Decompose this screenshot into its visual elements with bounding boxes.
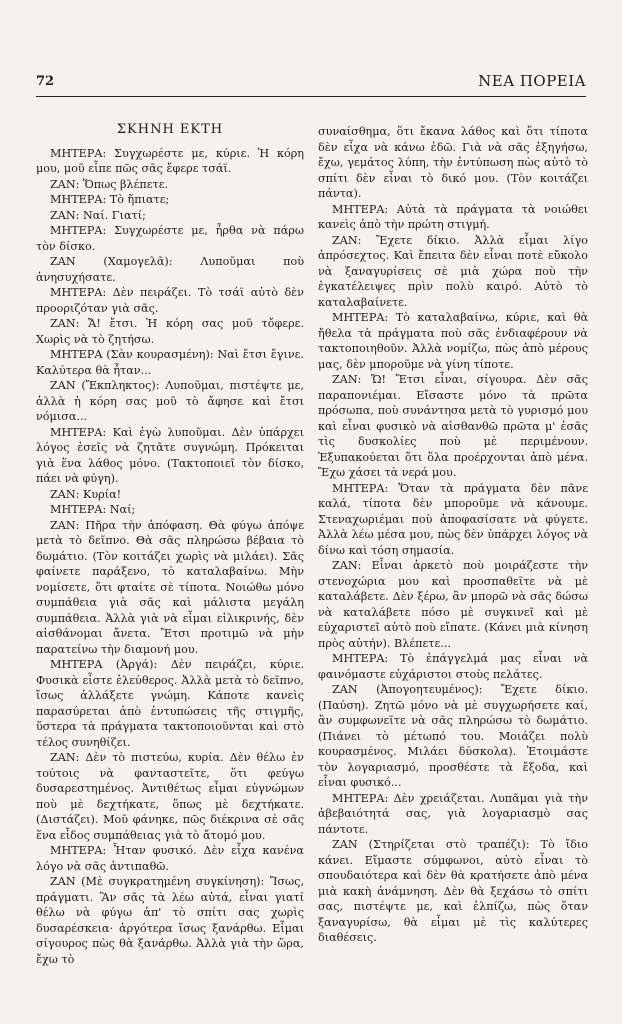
paragraph: ΖΑΝ: Ὤ! Ἔτσι εἶναι, σίγουρα. Δὲν σᾶς παραπονιέμαι. Εἴσαστε μόνο τὰ πρῶτα πρόσωπα, ποὺ συνάντησα μετὰ τὸ γυρισμό μου καὶ εἶναι φυσικὸ νὰ αἰσθανθῶ πρῶτα μ' ἐσᾶς τὶς δυσκολίες ποὺ μὲ περιμένουν. Ἐξυπακούεται ὅτι ὅλα προέρχονται ἀπὸ μένα. Ἔχω χάσει τὰ νερά μου. xyxy=(318,373,588,479)
paragraph: ΜΗΤΕΡΑ: Ἦταν φυσικό. Δὲν εἶχα κανένα λόγο νὰ σᾶς ἀντιπαθῶ. xyxy=(36,844,304,873)
paragraph: ΖΑΝ: Κυρία! xyxy=(50,487,122,501)
scene-title: ΣΚΗΝΗ ΕΚΤΗ xyxy=(116,122,224,137)
paragraph: ΖΑΝ: Ἔχετε δίκιο. Ἀλλὰ εἶμαι λίγο ἀπρόσεχτος. Καὶ ἔπειτα δὲν εἶναι ποτὲ εὔκολο νὰ ξαναγυρίσεις σὲ μιὰ χώρα ποὺ τὴν ἐγκατέλειψες πρὶν πολὺ καιρό. Αὐτὸ τὸ καταλαβαίνετε. xyxy=(318,233,588,309)
paragraph: ΜΗΤΕΡΑ: Ναί; xyxy=(50,503,136,516)
paragraph: ΜΗΤΕΡΑ: Συγχωρέστε με, κύριε. Ἡ κόρη μου, μοῦ εἶπε πῶς σᾶς ἔφερε τσάϊ. xyxy=(36,146,304,175)
paragraph: ΖΑΝ (Μὲ συγκρατημένη συγκίνηση): Ἴσως, πράγματι. Ἂν σᾶς τὰ λέω αὐτά, εἶναι γιατί θέλω νὰ φύγω ἀπ' τὸ σπίτι σας χωρὶς δυσαρέσκεια· ἀργότερα ἴσως ξανάρθω. Εἶμαι σίγουρος πὼς θὰ ξανάρθω. Ἀλλὰ γιὰ τὴν ὥρα, ἔχω τὸ xyxy=(36,875,304,966)
page-header xyxy=(36,72,586,97)
paragraph: ΖΑΝ: Εἶναι ἀρκετὸ ποὺ μοιράζεστε τὴν στενοχώρια μου καὶ προσπαθεῖτε νὰ μὲ καταλάβετε. Δὲν ξέρω, ἂν μπορῶ νὰ σᾶς δώσω νὰ καταλάβετε πόσο μὲ συγκινεῖ καὶ μὲ εὐχαριστεῖ αὐτὸ ποὺ εἴπατε. (Κάνει μιὰ κίνηση πρὸς αὐτήν). Βλέπετε... xyxy=(318,559,588,650)
paragraph: ΜΗΤΕΡΑ: Συγχωρέστε με, ἦρθα νὰ πάρω τὸν δίσκο. xyxy=(36,224,304,253)
paragraph: ΜΗΤΕΡΑ: Τὸ ἐπάγγελμά μας εἶναι νὰ φαινόμαστε εὐχάριστοι στοὺς πελάτες. xyxy=(318,652,588,681)
paragraph: ΜΗΤΕΡΑ: Δὲν πειράζει. Τὸ τσάϊ αὐτὸ δὲν προοριζόταν γιὰ σᾶς. xyxy=(36,286,304,315)
paragraph: ΜΗΤΕΡΑ: Δὲν χρειάζεται. Λυπᾶμαι γιὰ τὴν ἀβεβαιότητά σας, γιὰ λογαριασμὸ σας πάντοτε. xyxy=(318,791,588,836)
paragraph: ΜΗΤΕΡΑ: Ὅταν τὰ πράγματα δὲν πᾶνε καλά, τίποτα δὲν μποροῦμε νὰ κάνουμε. Στεναχωριέμαι ποὺ ἀποφασίσατε νὰ φύγετε. Ἀλλὰ λέω μέσα μου, πὼς δὲν ὑπάρχει λόγος νὰ δίνω καὶ τόση σημασία. xyxy=(318,481,588,557)
paragraph: ΖΑΝ (Ἀπογοητευμένος): Ἔχετε δίκιο. (Παύση). Ζητῶ μόνο νὰ μὲ συγχωρήσετε καί, ἂν συμφωνεῖτε νὰ σᾶς πληρώσω τὸ δωμάτιο. (Πιάνει τὸ μέτωπό του. Μοιάζει πολὺ κουρασμένος. Μιλάει δύσκολα). Ἑτοιμάστε τὸν λογαριασμό, προσθέστε τὰ ἔξοδα, καὶ εἶναι φυσικό... xyxy=(318,683,588,789)
page-number: 72 xyxy=(36,74,55,89)
paragraph-continued: συναίσθημα, ὅτι ἔκανα λάθος καὶ ὅτι τίποτα δὲν εἶχα νὰ κάνω ἐδῶ. Γιὰ νὰ σᾶς ἐξηγήσω, ἔχω, γεμάτος λύπη, τὴν ἐντύπωση πὼς αὐτὸ τὸ σπίτι δὲν εἶναι τὸ δικό μου. (Τὸν κοιτάζει πάντα). xyxy=(318,125,588,200)
paragraph: ΜΗΤΕΡΑ: Αὐτὰ τὰ πράγματα τὰ νοιώθει κανεὶς ἀπὸ τὴν πρώτη στιγμή. xyxy=(318,202,588,231)
paragraph: ΜΗΤΕΡΑ: Τὸ ἤπιατε; xyxy=(50,193,170,206)
paragraph: ΖΑΝ: Ὅπως βλέπετε. xyxy=(50,177,169,191)
paragraph: ΖΑΝ (Ἔκπληκτος): Λυποῦμαι, πιστέψτε με, ἀλλὰ ἡ κόρη σας μοῦ τὸ ἄφησε καὶ ἔτσι νόμισα... xyxy=(36,379,304,423)
journal-title: ΝΕΑ ΠΟΡΕΙΑ xyxy=(478,72,586,90)
paragraph: ΖΑΝ: Πῆρα τὴν ἀπόφαση. Θὰ φύγω ἀπόψε μετὰ τὸ δεῖπνο. Θὰ σᾶς πληρώσω βέβαια τὸ δωμάτιο. (Τὸν κοιτάζει χωρὶς νὰ μιλάει). Σᾶς φαίνετε παράξενο, τὸ καταλαβαίνω. Μὴν νομίσετε, ὅτι φταίτε σὲ τίποτα. Νοιώθω μόνο συμπάθεια γιὰ σᾶς καὶ μάλιστα μεγάλη συμπάθεια. Ἀλλὰ γιὰ νὰ εἶμαι εἰλικρινής, δὲν αἰσθάνομαι ἄνετα. Ἔτσι προτιμῶ νὰ μὴν παρατείνω τὴν διαμονή μου. xyxy=(36,518,304,656)
left-column-text xyxy=(36,146,304,968)
paragraph: ΖΑΝ: Ἄ! ἔτσι. Ἡ κόρη σας μοῦ τὄφερε. Χωρὶς νὰ τὸ ζητήσω. xyxy=(36,317,304,346)
right-column xyxy=(318,124,588,946)
paragraph: ΜΗΤΕΡΑ: Τὸ καταλαβαίνω, κύριε, καὶ θὰ ἤθελα τὰ πράγματα ποὺ σᾶς ἐνδιαφέρουν νὰ τακτοποιηθοῦν. Ἀλλὰ νομίζω, πὼς ἀπὸ μέρους μας, δὲν μποροῦμε νὰ γίνη τίποτε. xyxy=(318,311,588,371)
paragraph: ΖΑΝ (Χαμογελᾶ): Λυποῦμαι ποὺ ἀνησυχήσατε. xyxy=(36,255,304,284)
paragraph: ΜΗΤΕΡΑ: Καὶ ἐγὼ λυποῦμαι. Δὲν ὑπάρχει λόγος ἐσεῖς νὰ ζητᾶτε συγνώμη. Πρόκειται γιὰ ἕνα λάθος μόνο. (Τακτοποιεῖ τὸν δίσκο, πάει νὰ φύγη). xyxy=(36,425,304,485)
paragraph: ΜΗΤΕΡΑ (Ἀργά): Δὲν πειράζει, κύριε. Φυσικὰ εἶστε ἐλεύθερος. Ἀλλὰ μετὰ τὸ δεῖπνο, ἴσως ἀλλάξετε γνώμη. Κάποτε κανεὶς παρασύρεται ἀπὸ ἐντυπώσεις τῆς στιγμῆς, ὕστερα τὰ πράγματα τακτοποιοῦνται καὶ στὸ τέλος συνηθίζει. xyxy=(36,658,304,749)
paragraph: ΜΗΤΕΡΑ (Σὰν κουρασμένη): Ναὶ ἔτσι ἔγινε. Καλύτερα θὰ ἦταν... xyxy=(36,348,304,377)
paragraph: ΖΑΝ: Δὲν τὸ πιστεύω, κυρία. Δὲν θέλω ἐν τούτοις νὰ φανταστεῖτε, ὅτι φεύγω δυσαρεστημένος. Ἀντιθέτως εἶμαι εὐγνώμων ποὺ μὲ δεχτήκατε, ὅπως μὲ δεχτήκατε. (Διστάζει). Μοῦ φάνηκε, πῶς διέκρινα σὲ σᾶς ἕνα εἶδος συμπάθειας γιὰ τὸ ἄτομό μου. xyxy=(36,751,304,842)
paragraph: ΖΑΝ: Ναί. Γιατί; xyxy=(50,208,146,222)
paragraph: ΖΑΝ (Στηρίζεται στὸ τραπέζι): Τὸ ἴδιο κάνει. Εἴμαστε σύμφωνοι, αὐτὸ εἶναι τὸ σπουδαιότερα καὶ δὲν θὰ κρατήσετε ἀπὸ μένα μιὰ κακὴ ἀνάμνηση. Δὲν θὰ ξεχάσω τὸ σπίτι σας, πιστέψτε με, καὶ ἐλπίζω, πὼς ὅταν ξαναγυρίσω, θὰ εἶμαι μὲ τὶς καλύτερες διαθέσεις. xyxy=(318,838,588,944)
left-column xyxy=(36,118,304,967)
